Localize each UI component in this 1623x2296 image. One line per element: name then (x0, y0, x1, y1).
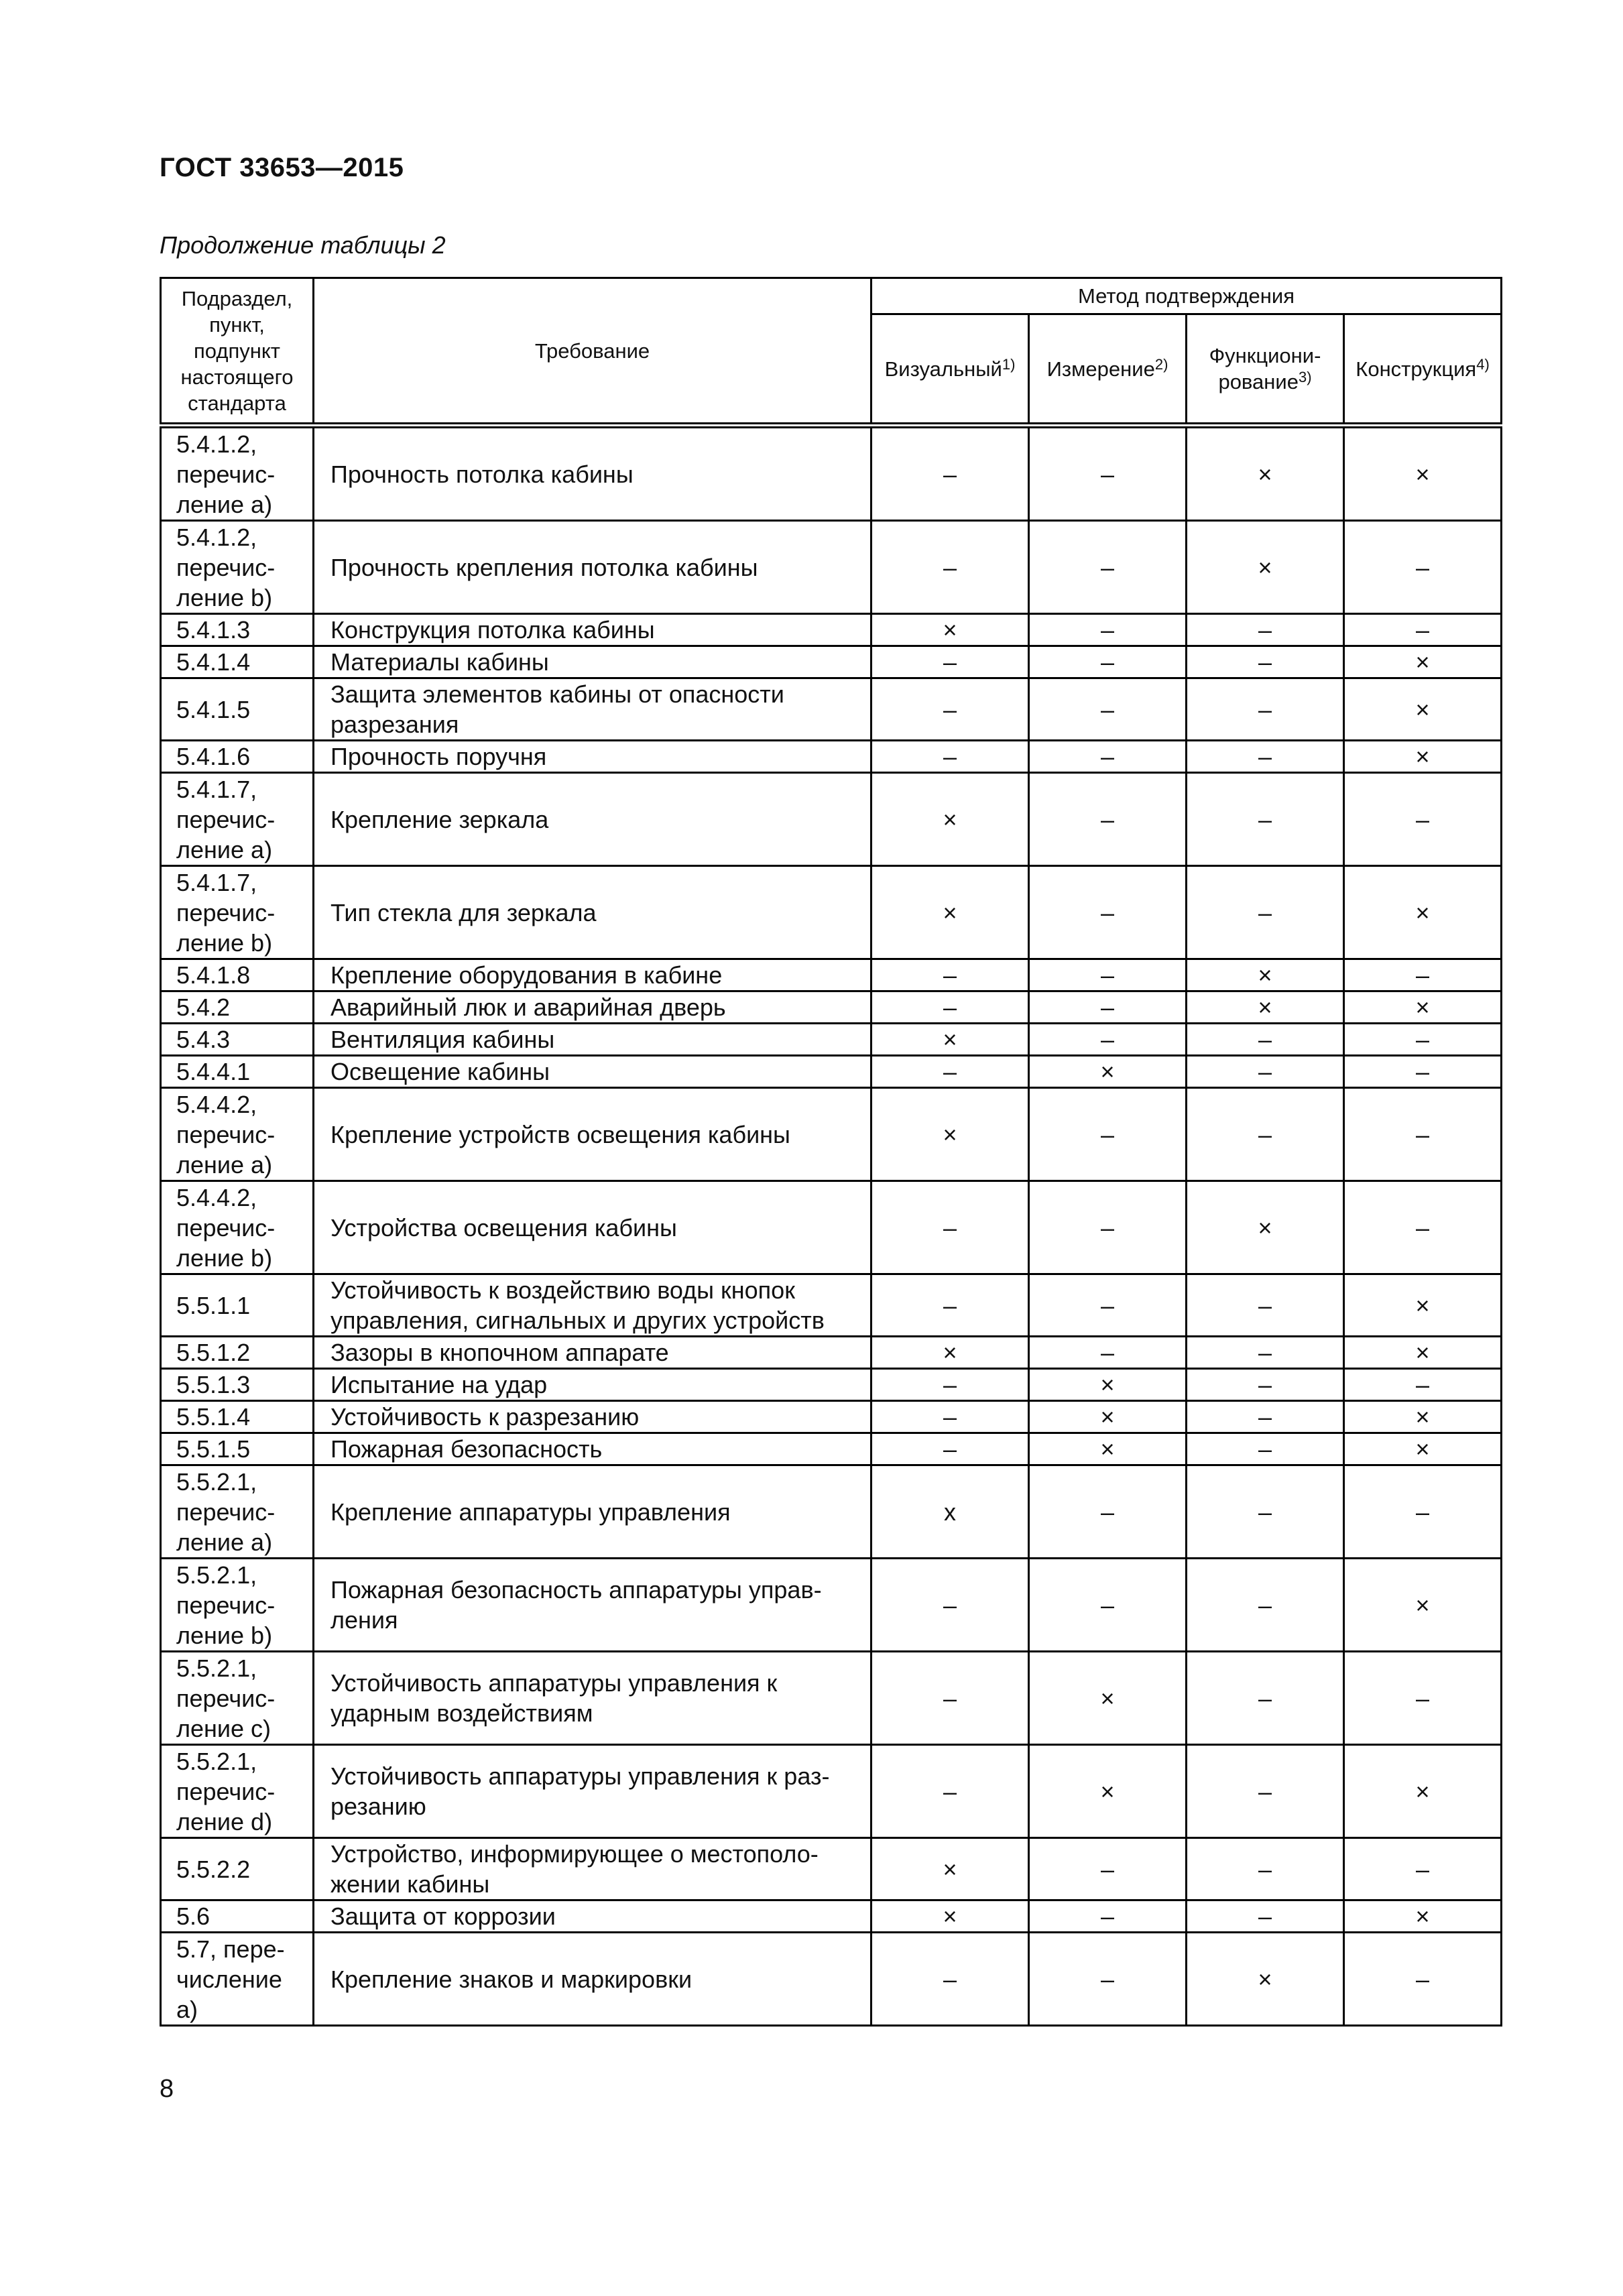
table-row (161, 1056, 1502, 1088)
cell-mark: × (1187, 1933, 1344, 2026)
cell-mark: – (871, 1933, 1029, 2026)
cell-mark: – (871, 646, 1029, 678)
table-row (161, 646, 1502, 678)
cell-requirement: Устройство, информирующее о местополо-жении кабины (314, 1838, 871, 1900)
cell-mark: × (871, 614, 1029, 646)
cell-mark: × (871, 773, 1029, 866)
table-row (161, 773, 1502, 866)
cell-mark: – (1344, 1024, 1502, 1056)
cell-section: 5.5.2.1, перечис-ление b) (161, 1559, 314, 1652)
cell-section: 5.5.1.3 (161, 1369, 314, 1401)
cell-requirement: Прочность поручня (314, 741, 871, 773)
header-method-measurement (1029, 314, 1187, 426)
cell-mark: – (1029, 1337, 1187, 1369)
cell-mark: × (1029, 1401, 1187, 1433)
cell-mark: – (1029, 741, 1187, 773)
cell-mark: – (1187, 1369, 1344, 1401)
cell-mark: × (1344, 1433, 1502, 1465)
cell-mark: – (1029, 614, 1187, 646)
table-row (161, 1745, 1502, 1838)
cell-mark: – (1187, 1838, 1344, 1900)
cell-requirement: Устройства освещения кабины (314, 1181, 871, 1274)
table-row (161, 1274, 1502, 1337)
cell-mark: × (1029, 1745, 1187, 1838)
cell-requirement: Материалы кабины (314, 646, 871, 678)
header-requirement: Требование (314, 278, 871, 426)
cell-requirement: Прочность крепления потолка кабины (314, 521, 871, 614)
cell-mark: × (1344, 1337, 1502, 1369)
cell-requirement: Защита от коррозии (314, 1900, 871, 1933)
table-caption: Продолжение таблицы 2 (160, 231, 446, 259)
cell-mark: – (1187, 1401, 1344, 1433)
cell-section: 5.4.1.7, перечис-ление b) (161, 866, 314, 959)
table-row (161, 614, 1502, 646)
table-row (161, 1652, 1502, 1745)
table-row (161, 741, 1502, 773)
cell-mark: – (1187, 1274, 1344, 1337)
cell-mark: × (1344, 741, 1502, 773)
table-row (161, 521, 1502, 614)
cell-section: 5.4.1.8 (161, 959, 314, 991)
cell-mark: × (1344, 426, 1502, 521)
cell-mark: × (871, 1088, 1029, 1181)
cell-section: 5.5.1.1 (161, 1274, 314, 1337)
cell-mark: – (871, 1652, 1029, 1745)
cell-section: 5.4.1.5 (161, 678, 314, 741)
cell-mark: – (871, 426, 1029, 521)
cell-requirement: Освещение кабины (314, 1056, 871, 1088)
cell-section: 5.4.1.3 (161, 614, 314, 646)
cell-section: 5.4.4.2, перечис-ление b) (161, 1181, 314, 1274)
cell-mark: × (871, 1900, 1029, 1933)
table-row (161, 959, 1502, 991)
requirements-table (160, 277, 1502, 2027)
cell-mark: – (1187, 1559, 1344, 1652)
cell-mark: – (1029, 1465, 1187, 1559)
cell-mark: × (1344, 1274, 1502, 1337)
table-row (161, 1088, 1502, 1181)
cell-requirement: Крепление устройств освещения кабины (314, 1088, 871, 1181)
method-label: Визуальный (884, 357, 1002, 381)
method-label: Функциони-рование (1209, 344, 1321, 394)
cell-mark: – (1029, 426, 1187, 521)
header-method-visual (871, 314, 1029, 426)
table-row (161, 866, 1502, 959)
cell-mark: – (1029, 678, 1187, 741)
cell-section: 5.5.2.1, перечис-ление d) (161, 1745, 314, 1838)
cell-mark: – (871, 1745, 1029, 1838)
method-label: Измерение (1046, 357, 1155, 381)
cell-mark: – (1187, 1088, 1344, 1181)
cell-mark: – (1029, 1088, 1187, 1181)
cell-mark: × (1029, 1369, 1187, 1401)
cell-mark: – (1029, 1274, 1187, 1337)
cell-mark: × (871, 1337, 1029, 1369)
cell-requirement: Аварийный люк и аварийная дверь (314, 991, 871, 1024)
cell-mark: – (871, 1559, 1029, 1652)
cell-mark: – (1187, 773, 1344, 866)
cell-requirement: Тип стекла для зеркала (314, 866, 871, 959)
cell-mark: – (1187, 1337, 1344, 1369)
cell-requirement: Крепление оборудования в кабине (314, 959, 871, 991)
cell-requirement: Прочность потолка кабины (314, 426, 871, 521)
cell-mark: × (871, 866, 1029, 959)
header-section: Подраздел, пункт, подпункт настоящего стандарта (161, 278, 314, 426)
table-row (161, 1024, 1502, 1056)
cell-mark: × (1187, 521, 1344, 614)
table-header (161, 278, 1502, 426)
cell-mark: – (1187, 678, 1344, 741)
cell-mark: × (1344, 1401, 1502, 1433)
cell-section: 5.5.1.2 (161, 1337, 314, 1369)
cell-mark: – (1187, 614, 1344, 646)
cell-mark: × (1344, 1559, 1502, 1652)
cell-section: 5.4.1.4 (161, 646, 314, 678)
cell-mark: × (1029, 1433, 1187, 1465)
cell-section: 5.6 (161, 1900, 314, 1933)
table-row (161, 1933, 1502, 2026)
cell-mark: – (1029, 773, 1187, 866)
cell-mark: – (1029, 1933, 1187, 2026)
cell-section: 5.4.4.2, перечис-ление a) (161, 1088, 314, 1181)
cell-mark: – (871, 991, 1029, 1024)
cell-section: 5.4.1.7, перечис-ление a) (161, 773, 314, 866)
cell-mark: – (1029, 991, 1187, 1024)
cell-mark: – (1187, 1652, 1344, 1745)
cell-requirement: Пожарная безопасность (314, 1433, 871, 1465)
cell-mark: – (1187, 646, 1344, 678)
cell-mark: – (1029, 1559, 1187, 1652)
footnote-ref: 4) (1476, 355, 1490, 373)
cell-mark: – (1187, 1465, 1344, 1559)
cell-section: 5.7, пере-числение a) (161, 1933, 314, 2026)
cell-mark: – (1187, 1745, 1344, 1838)
cell-requirement: Устойчивость аппаратуры управления к раз-резанию (314, 1745, 871, 1838)
method-label: Конструкция (1356, 357, 1477, 381)
cell-mark: – (1029, 521, 1187, 614)
cell-mark: × (1344, 1900, 1502, 1933)
cell-requirement: Вентиляция кабины (314, 1024, 871, 1056)
cell-mark: – (1344, 1652, 1502, 1745)
cell-mark: – (1029, 1024, 1187, 1056)
cell-section: 5.5.2.2 (161, 1838, 314, 1900)
cell-mark: – (1187, 1433, 1344, 1465)
cell-mark: – (1187, 741, 1344, 773)
table-row (161, 1337, 1502, 1369)
document-title: ГОСТ 33653—2015 (160, 153, 404, 182)
cell-mark: × (1029, 1652, 1187, 1745)
footnote-ref: 3) (1298, 369, 1312, 385)
cell-requirement: Крепление знаков и маркировки (314, 1933, 871, 2026)
cell-requirement: Зазоры в кнопочном аппарате (314, 1337, 871, 1369)
table-row (161, 1900, 1502, 1933)
cell-requirement: Испытание на удар (314, 1369, 871, 1401)
cell-section: 5.4.4.1 (161, 1056, 314, 1088)
cell-mark: – (1187, 866, 1344, 959)
cell-mark: × (871, 1024, 1029, 1056)
footnote-ref: 2) (1154, 355, 1168, 373)
cell-section: 5.4.1.6 (161, 741, 314, 773)
cell-section: 5.4.1.2, перечис-ление b) (161, 521, 314, 614)
cell-mark: – (1187, 1056, 1344, 1088)
cell-mark: – (1344, 521, 1502, 614)
cell-mark: – (1344, 1369, 1502, 1401)
cell-section: 5.4.3 (161, 1024, 314, 1056)
cell-mark: х (871, 1465, 1029, 1559)
cell-mark: × (1344, 1745, 1502, 1838)
cell-mark: – (871, 1056, 1029, 1088)
cell-requirement: Крепление аппаратуры управления (314, 1465, 871, 1559)
cell-mark: × (1344, 866, 1502, 959)
table-row (161, 426, 1502, 521)
cell-mark: – (1029, 959, 1187, 991)
cell-mark: – (1029, 1181, 1187, 1274)
cell-mark: – (1344, 959, 1502, 991)
cell-mark: – (1029, 1900, 1187, 1933)
cell-mark: – (871, 521, 1029, 614)
cell-mark: – (871, 741, 1029, 773)
cell-mark: – (871, 1433, 1029, 1465)
footnote-ref: 1) (1002, 355, 1016, 373)
cell-mark: – (1344, 614, 1502, 646)
cell-mark: – (871, 1401, 1029, 1433)
cell-mark: × (1187, 1181, 1344, 1274)
cell-section: 5.5.1.5 (161, 1433, 314, 1465)
table-row (161, 1465, 1502, 1559)
cell-section: 5.4.2 (161, 991, 314, 1024)
table-row (161, 1838, 1502, 1900)
cell-requirement: Пожарная безопасность аппаратуры управ-ления (314, 1559, 871, 1652)
table-body (161, 426, 1502, 2026)
cell-mark: – (871, 1181, 1029, 1274)
cell-section: 5.5.2.1, перечис-ление a) (161, 1465, 314, 1559)
table-row (161, 678, 1502, 741)
cell-mark: – (1344, 773, 1502, 866)
header-method-function (1187, 314, 1344, 426)
cell-mark: – (1344, 1838, 1502, 1900)
cell-mark: × (1344, 678, 1502, 741)
cell-requirement: Крепление зеркала (314, 773, 871, 866)
cell-mark: × (1187, 426, 1344, 521)
header-method-design (1344, 314, 1502, 426)
cell-requirement: Устойчивость к разрезанию (314, 1401, 871, 1433)
table-row (161, 1433, 1502, 1465)
cell-mark: × (1344, 646, 1502, 678)
table-row (161, 1559, 1502, 1652)
header-method-group: Метод подтверждения (871, 278, 1502, 314)
cell-section: 5.5.2.1, перечис-ление c) (161, 1652, 314, 1745)
cell-mark: – (1344, 1933, 1502, 2026)
cell-mark: – (1029, 646, 1187, 678)
cell-requirement: Защита элементов кабины от опасности разрезания (314, 678, 871, 741)
cell-mark: – (871, 678, 1029, 741)
cell-mark: × (1029, 1056, 1187, 1088)
cell-section: 5.4.1.2, перечис-ление a) (161, 426, 314, 521)
cell-requirement: Устойчивость к воздействию воды кнопок управления, сигнальных и других устройств (314, 1274, 871, 1337)
page-number: 8 (160, 2075, 174, 2103)
table-row (161, 991, 1502, 1024)
cell-mark: – (1187, 1900, 1344, 1933)
table-row (161, 1181, 1502, 1274)
cell-requirement: Конструкция потолка кабины (314, 614, 871, 646)
cell-section: 5.5.1.4 (161, 1401, 314, 1433)
table-row (161, 1401, 1502, 1433)
cell-mark: – (1344, 1088, 1502, 1181)
cell-mark: × (1187, 959, 1344, 991)
cell-mark: – (871, 1274, 1029, 1337)
cell-requirement: Устойчивость аппаратуры управления к ударным воздействиям (314, 1652, 871, 1745)
cell-mark: – (871, 959, 1029, 991)
cell-mark: – (1187, 1024, 1344, 1056)
cell-mark: – (1029, 866, 1187, 959)
cell-mark: – (1344, 1056, 1502, 1088)
table-row (161, 1369, 1502, 1401)
cell-mark: × (1344, 991, 1502, 1024)
cell-mark: – (1029, 1838, 1187, 1900)
cell-mark: – (871, 1369, 1029, 1401)
cell-mark: × (1187, 991, 1344, 1024)
cell-mark: – (1344, 1181, 1502, 1274)
cell-mark: – (1344, 1465, 1502, 1559)
cell-mark: × (871, 1838, 1029, 1900)
